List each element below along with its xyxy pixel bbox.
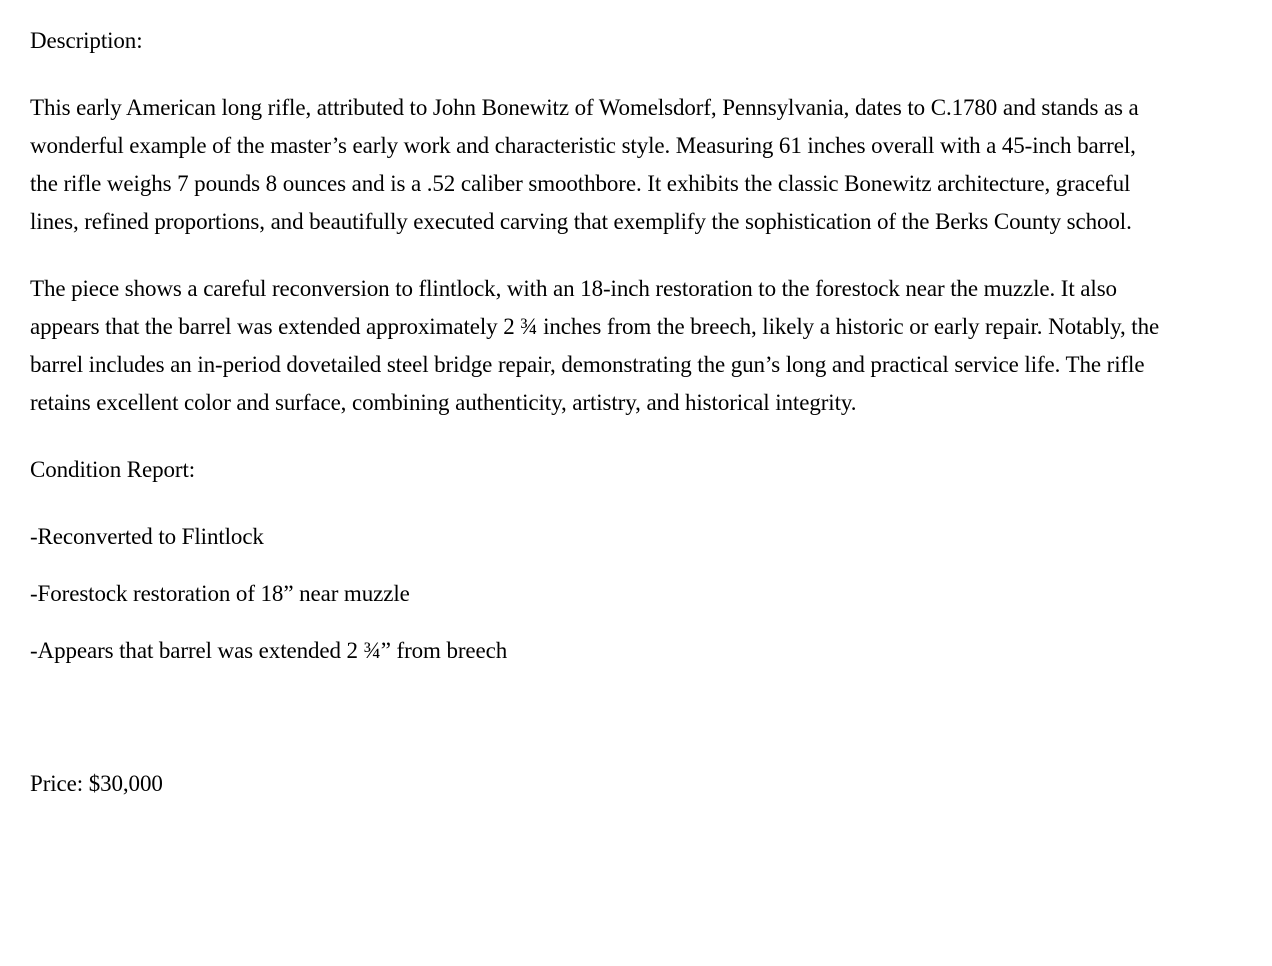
description-paragraph-1: This early American long rifle, attributed to John Bonewitz of Womelsdorf, Pennsylvania, dates to C.1780 and stands as a wonderful example of the master’s early work and characteristic style. Measuring 61 inches overall with a 45-inch barrel, the rifle weighs 7 pounds 8 ounces and is a .52 caliber smoothbore. It exhibits the classic Bonewitz architecture, graceful lines, refined proportions, and beautifully executed carving that exemplify the sophistication of the Berks County school. (30, 95, 1139, 234)
condition-item: -Appears that barrel was extended 2 ¾” from breech (30, 638, 508, 663)
condition-report-heading: Condition Report: (30, 457, 196, 482)
condition-item: -Reconverted to Flintlock (30, 524, 264, 549)
blank-spacer (30, 689, 1160, 765)
condition-item: -Forestock restoration of 18” near muzzle (30, 581, 410, 606)
price-line: Price: $30,000 (30, 771, 163, 796)
description-heading: Description: (30, 28, 143, 53)
document-content (30, 22, 1160, 803)
description-paragraph-2: The piece shows a careful reconversion to flintlock, with an 18-inch restoration to the forestock near the muzzle. It also appears that the barrel was extended approximately 2 ¾ inches from the breech, likely a historic or early repair. Notably, the barrel includes an in-period dovetailed steel bridge repair, demonstrating the gun’s long and practical service life. The rifle retains excellent color and surface, combining authenticity, artistry, and historical integrity. (30, 276, 1160, 415)
